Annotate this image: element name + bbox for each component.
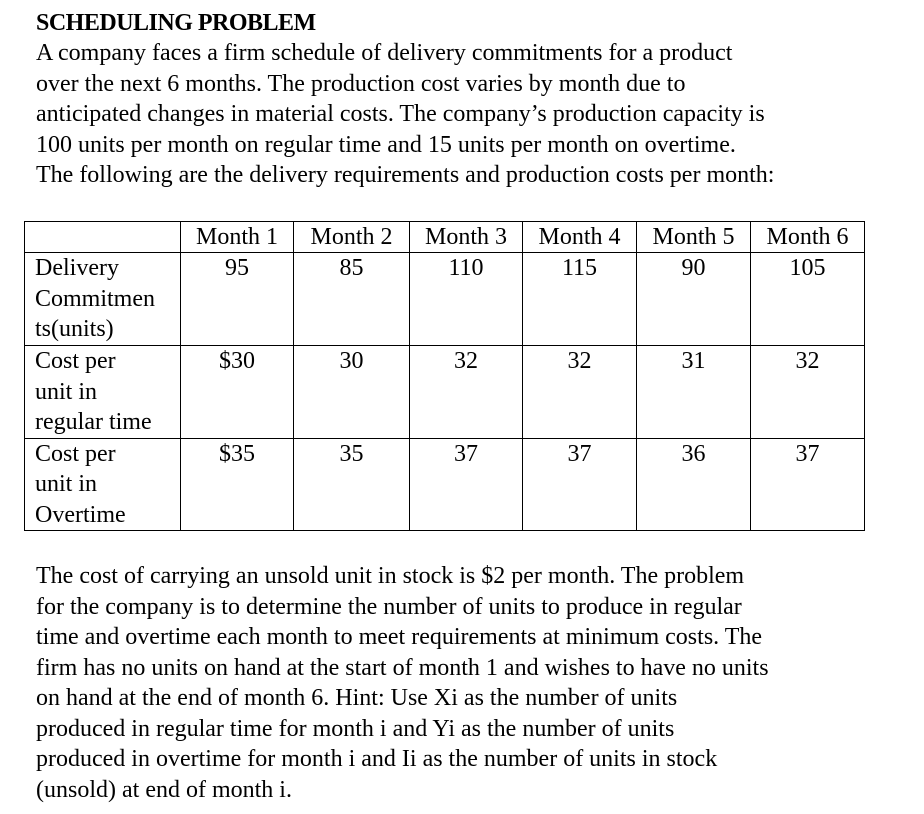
intro-line: anticipated changes in material costs. The company’s production capacity is xyxy=(36,101,765,127)
closing-line: for the company is to determine the number of units to produce in regular xyxy=(36,593,742,620)
header-month-2: Month 2 xyxy=(294,222,410,253)
table-cell: 35 xyxy=(294,438,410,531)
header-month-4: Month 4 xyxy=(523,222,637,253)
closing-line: firm has no units on hand at the start of month 1 and wishes to have no units xyxy=(36,654,769,681)
row-label-line: regular time xyxy=(35,409,152,435)
closing-paragraph xyxy=(36,561,896,805)
row-label-line: Commitmen xyxy=(35,285,155,312)
table-cell: 37 xyxy=(410,438,523,531)
schedule-table xyxy=(24,221,865,531)
closing-line: time and overtime each month to meet requirements at minimum costs. The xyxy=(36,624,763,650)
table-cell: 95 xyxy=(181,253,294,346)
intro-line: A company faces a firm schedule of delivery commitments for a product xyxy=(36,40,733,66)
intro-paragraph xyxy=(36,38,876,191)
closing-line: on hand at the end of month 6. Hint: Use Xi as the number of units xyxy=(36,685,678,711)
header-month-6: Month 6 xyxy=(751,222,865,253)
table-cell: 31 xyxy=(637,346,751,439)
closing-line: The cost of carrying an unsold unit in stock is $2 per month. The problem xyxy=(36,563,745,589)
closing-line: produced in overtime for month i and Ii as the number of units in stock xyxy=(36,746,718,772)
table-cell: $35 xyxy=(181,438,294,531)
row-label-line: Overtime xyxy=(35,501,126,528)
table-cell: 32 xyxy=(523,346,637,439)
intro-line: The following are the delivery requirements and production costs per month: xyxy=(36,162,775,188)
row-label-line: Cost per xyxy=(35,440,116,467)
header-month-5: Month 5 xyxy=(637,222,751,253)
table-cell: 110 xyxy=(410,253,523,346)
row-label-line: unit in xyxy=(35,378,98,405)
table-cell: 90 xyxy=(637,253,751,346)
row-label-line: unit in xyxy=(35,471,98,497)
row-label-line: Delivery xyxy=(35,255,119,281)
header-blank-cell xyxy=(25,222,181,253)
table-cell: 115 xyxy=(523,253,637,346)
page-title: SCHEDULING PROBLEM xyxy=(36,10,316,36)
intro-line: over the next 6 months. The production cost varies by month due to xyxy=(36,70,686,97)
table-row-regular-cost xyxy=(25,346,865,439)
row-label-overtime-cost xyxy=(25,438,181,531)
table-row-overtime-cost xyxy=(25,438,865,531)
header-month-3: Month 3 xyxy=(410,222,523,253)
table-cell: 85 xyxy=(294,253,410,346)
row-label-regular-cost xyxy=(25,346,181,439)
table-cell: $30 xyxy=(181,346,294,439)
row-label-delivery xyxy=(25,253,181,346)
table-header-row xyxy=(25,222,865,253)
table-row-delivery xyxy=(25,253,865,346)
header-month-1: Month 1 xyxy=(181,222,294,253)
table-cell: 30 xyxy=(294,346,410,439)
table-cell: 32 xyxy=(410,346,523,439)
intro-line: 100 units per month on regular time and 15 units per month on overtime. xyxy=(36,131,736,158)
row-label-line: ts(units) xyxy=(35,316,114,342)
table-cell: 32 xyxy=(751,346,865,439)
table-cell: 36 xyxy=(637,438,751,531)
closing-line: produced in regular time for month i and Yi as the number of units xyxy=(36,715,675,742)
row-label-line: Cost per xyxy=(35,348,116,374)
table-cell: 105 xyxy=(751,253,865,346)
table-cell: 37 xyxy=(751,438,865,531)
table-cell: 37 xyxy=(523,438,637,531)
closing-line: (unsold) at end of month i. xyxy=(36,776,292,803)
